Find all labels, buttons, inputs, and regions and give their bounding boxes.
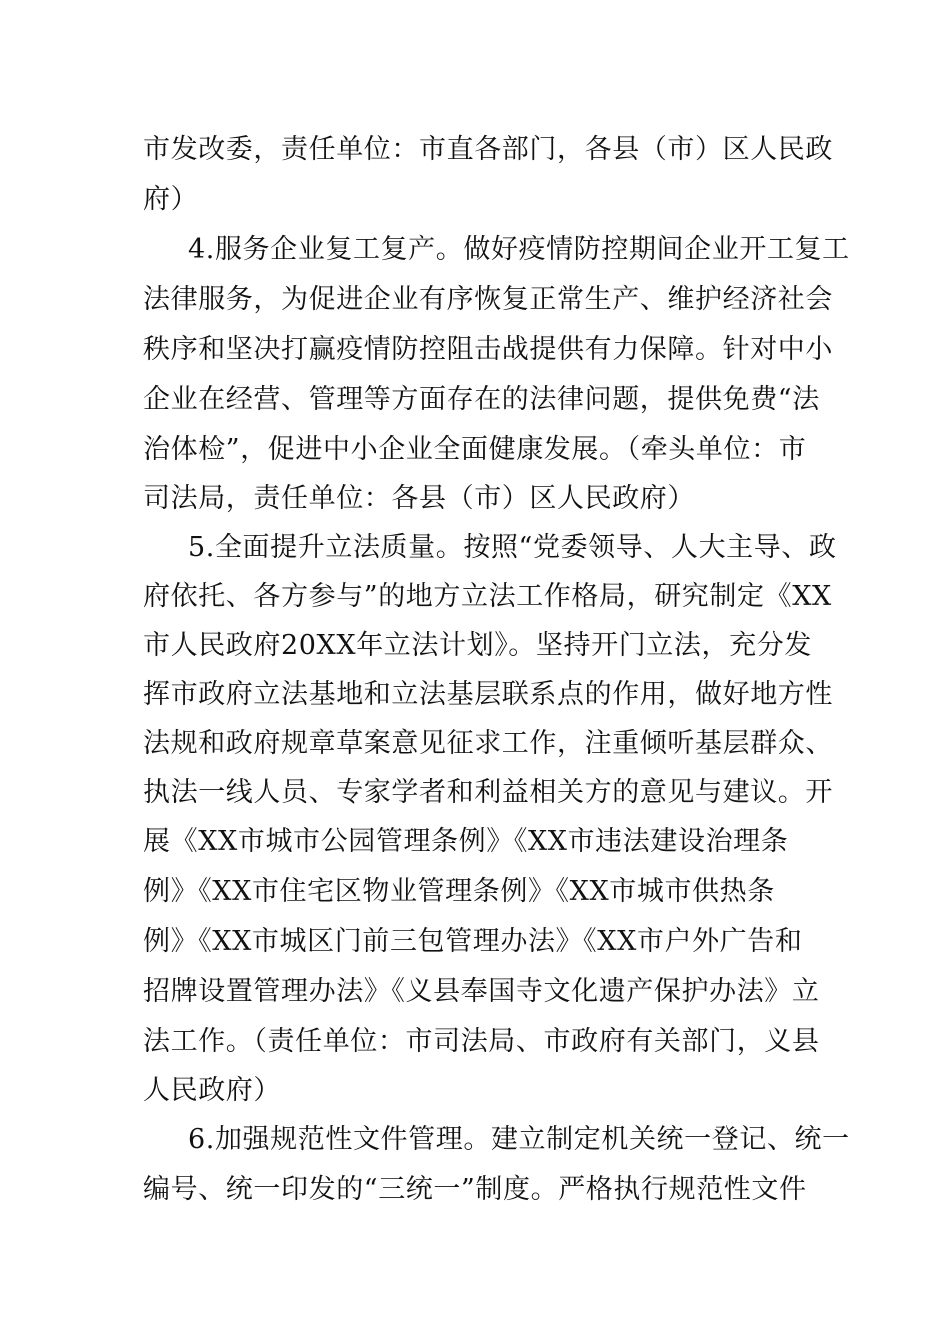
text-line: 市人民政府20XX年立法计划》。坚持开门立法，充分发 bbox=[143, 630, 812, 661]
text-line: 治体检”，促进中小企业全面健康发展。（牵头单位：市 bbox=[143, 434, 807, 465]
text-line: 市发改委，责任单位：市直各部门，各县（市）区人民政 bbox=[143, 134, 833, 165]
text-line: 例》《XX市城区门前三包管理办法》《XX市户外广告和 bbox=[143, 926, 803, 957]
text-line: 企业在经营、管理等方面存在的法律问题，提供免费“法 bbox=[143, 384, 820, 415]
text-line: 司法局，责任单位：各县（市）区人民政府） bbox=[143, 483, 695, 514]
paragraph-5-start: 5.全面提升立法质量。按照“党委领导、人大主导、政 bbox=[188, 532, 837, 563]
paragraph-4-start: 4.服务企业复工复产。做好疫情防控期间企业开工复工 bbox=[188, 234, 850, 265]
text-line: 府依托、各方参与”的地方立法工作格局，研究制定《XX bbox=[143, 581, 832, 612]
text-line: 编号、统一印发的“三统一”制度。严格执行规范性文件 bbox=[143, 1174, 807, 1205]
text-line: 例》《XX市住宅区物业管理条例》《XX市城市供热条 bbox=[143, 876, 775, 907]
text-line: 人民政府） bbox=[143, 1075, 281, 1106]
text-line: 招牌设置管理办法》《义县奉国寺文化遗产保护办法》立 bbox=[143, 976, 820, 1007]
text-line: 执法一线人员、专家学者和利益相关方的意见与建议。开 bbox=[143, 777, 833, 808]
text-line: 法规和政府规章草案意见征求工作，注重倾听基层群众、 bbox=[143, 728, 833, 759]
text-line: 法工作。（责任单位：市司法局、市政府有关部门，义县 bbox=[143, 1026, 820, 1057]
text-line: 府） bbox=[143, 184, 199, 215]
text-line: 法律服务，为促进企业有序恢复正常生产、维护经济社会 bbox=[143, 284, 833, 315]
text-line: 秩序和坚决打赢疫情防控阻击战提供有力保障。针对中小 bbox=[143, 334, 833, 365]
text-line: 挥市政府立法基地和立法基层联系点的作用，做好地方性 bbox=[143, 679, 833, 710]
text-line: 展《XX市城市公园管理条例》《XX市违法建设治理条 bbox=[143, 826, 789, 857]
paragraph-6-start: 6.加强规范性文件管理。建立制定机关统一登记、统一 bbox=[188, 1124, 850, 1155]
